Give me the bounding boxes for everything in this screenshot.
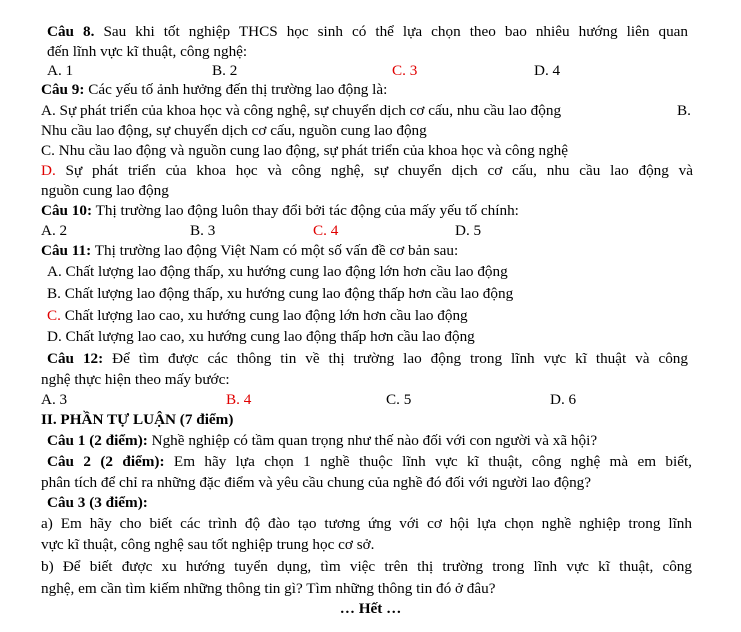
q10-stem bbox=[41, 201, 519, 220]
q11-option-c bbox=[47, 306, 468, 325]
essay-1-label: Câu 1 (2 điểm): bbox=[47, 432, 148, 449]
essay-3-part-b: b) Để biết được xu hướng tuyển dụng, tìm việc trên thị trường trong lĩnh vực kĩ thuật, công bbox=[41, 558, 692, 575]
q9-option-a: A. Sự phát triển của khoa học và công nghệ, sự chuyển dịch cơ cấu, nhu cầu lao động bbox=[41, 102, 562, 119]
part-2-title-text: II. PHẦN TỰ LUẬN (7 điểm) bbox=[41, 411, 234, 428]
end-mark bbox=[0, 599, 741, 618]
q11-option-d: D. Chất lượng lao cao, xu hướng cung lao động thấp hơn cầu lao động bbox=[47, 328, 475, 345]
q9-option-d-text: Sự phát triển của khoa học và công nghệ, sự chuyển dịch cơ cấu, nhu cầu lao động và bbox=[55, 162, 693, 179]
q10-label: Câu 10: bbox=[41, 202, 93, 219]
q12-option-c: C. 5 bbox=[386, 391, 412, 408]
q12-option-d: D. 6 bbox=[550, 391, 577, 408]
q9-option-b: Nhu cầu lao động, sự chuyển dịch cơ cấu, nguồn cung lao động bbox=[41, 122, 427, 139]
q8-option-c: C. 3 bbox=[392, 62, 418, 79]
q9-option-c: C. Nhu cầu lao động và nguồn cung lao động, sự phát triển của khoa học và công nghệ bbox=[41, 142, 569, 159]
essay-1 bbox=[47, 431, 597, 450]
q11-stem bbox=[41, 241, 458, 260]
q9-text: Các yếu tố ảnh hưởng đến thị trường lao động là: bbox=[84, 81, 388, 98]
q8-option-a: A. 1 bbox=[47, 62, 74, 79]
q9-label: Câu 9: bbox=[41, 81, 85, 98]
q11-option-b: B. Chất lượng lao động thấp, xu hướng cung lao động thấp hơn cầu lao động bbox=[47, 285, 514, 302]
q8-text: Sau khi tốt nghiệp THCS học sinh có thể lựa chọn theo bao nhiêu hướng liên quan bbox=[94, 23, 688, 40]
essay-2-text: Em hãy lựa chọn 1 nghề thuộc lĩnh vực kĩ thuật, công nghệ mà em biết, bbox=[164, 453, 692, 470]
essay-2 bbox=[47, 452, 692, 471]
q11-option-c-letter: C. bbox=[47, 307, 61, 324]
essay-3 bbox=[47, 493, 148, 512]
essay-2-label: Câu 2 (2 điểm): bbox=[47, 453, 165, 470]
q12-option-b: B. 4 bbox=[226, 391, 252, 408]
q11-text: Thị trường lao động Việt Nam có một số vấn đề cơ bản sau: bbox=[91, 242, 459, 259]
q9-option-d bbox=[41, 161, 693, 180]
q8-option-b: B. 2 bbox=[212, 62, 238, 79]
q12-stem-cont: nghệ thực hiện theo mấy bước: bbox=[41, 371, 230, 388]
q12-text: Để tìm được các thông tin về thị trường lao động trong lĩnh vực kĩ thuật và công bbox=[103, 350, 688, 367]
q8-option-d: D. 4 bbox=[534, 62, 561, 79]
q10-option-a: A. 2 bbox=[41, 222, 68, 239]
essay-1-text: Nghề nghiệp có tầm quan trọng như thế nào đối với con người và xã hội? bbox=[147, 432, 598, 449]
q9-option-d-letter: D. bbox=[41, 162, 56, 179]
q12-label: Câu 12: bbox=[47, 350, 104, 367]
q11-option-a: A. Chất lượng lao động thấp, xu hướng cung lao động lớn hơn cầu lao động bbox=[47, 263, 508, 280]
q9-option-b-letter: B. bbox=[677, 102, 691, 119]
q8-stem bbox=[47, 22, 688, 41]
essay-3-label: Câu 3 (3 điểm): bbox=[47, 494, 148, 511]
q9-stem bbox=[41, 80, 387, 99]
q8-label: Câu 8. bbox=[47, 23, 95, 40]
essay-3-part-a: a) Em hãy cho biết các trình độ đào tạo tương ứng với cơ hội lựa chọn nghề nghiệp trong lĩnh bbox=[41, 515, 692, 532]
q11-option-c-text: Chất lượng lao cao, xu hướng cung lao động lớn hơn cầu lao động bbox=[60, 307, 468, 324]
part-2-title bbox=[41, 410, 233, 429]
q12-stem bbox=[47, 349, 688, 368]
end-mark-text: … Hết … bbox=[339, 600, 402, 617]
q10-option-d: D. 5 bbox=[455, 222, 482, 239]
essay-3-part-b-cont: nghệ, em cần tìm kiếm những thông tin gì? Tìm những thông tin đó ở đâu? bbox=[41, 580, 496, 597]
q8-stem-cont: đến lĩnh vực kĩ thuật, công nghệ: bbox=[47, 43, 248, 60]
q10-text: Thị trường lao động luôn thay đổi bởi tác động của mấy yếu tố chính: bbox=[92, 202, 519, 219]
q10-option-b: B. 3 bbox=[190, 222, 216, 239]
q12-option-a: A. 3 bbox=[41, 391, 68, 408]
q11-label: Câu 11: bbox=[41, 242, 92, 259]
q9-option-d-cont: nguồn cung lao động bbox=[41, 182, 169, 199]
q10-option-c: C. 4 bbox=[313, 222, 339, 239]
essay-3-part-a-cont: vực kĩ thuật, công nghệ sau tốt nghiệp trung học cơ sở. bbox=[41, 536, 375, 553]
essay-2-cont: phân tích để chỉ ra những đặc điểm và yêu cầu chung của nghề đó đối với người lao động? bbox=[41, 474, 592, 491]
